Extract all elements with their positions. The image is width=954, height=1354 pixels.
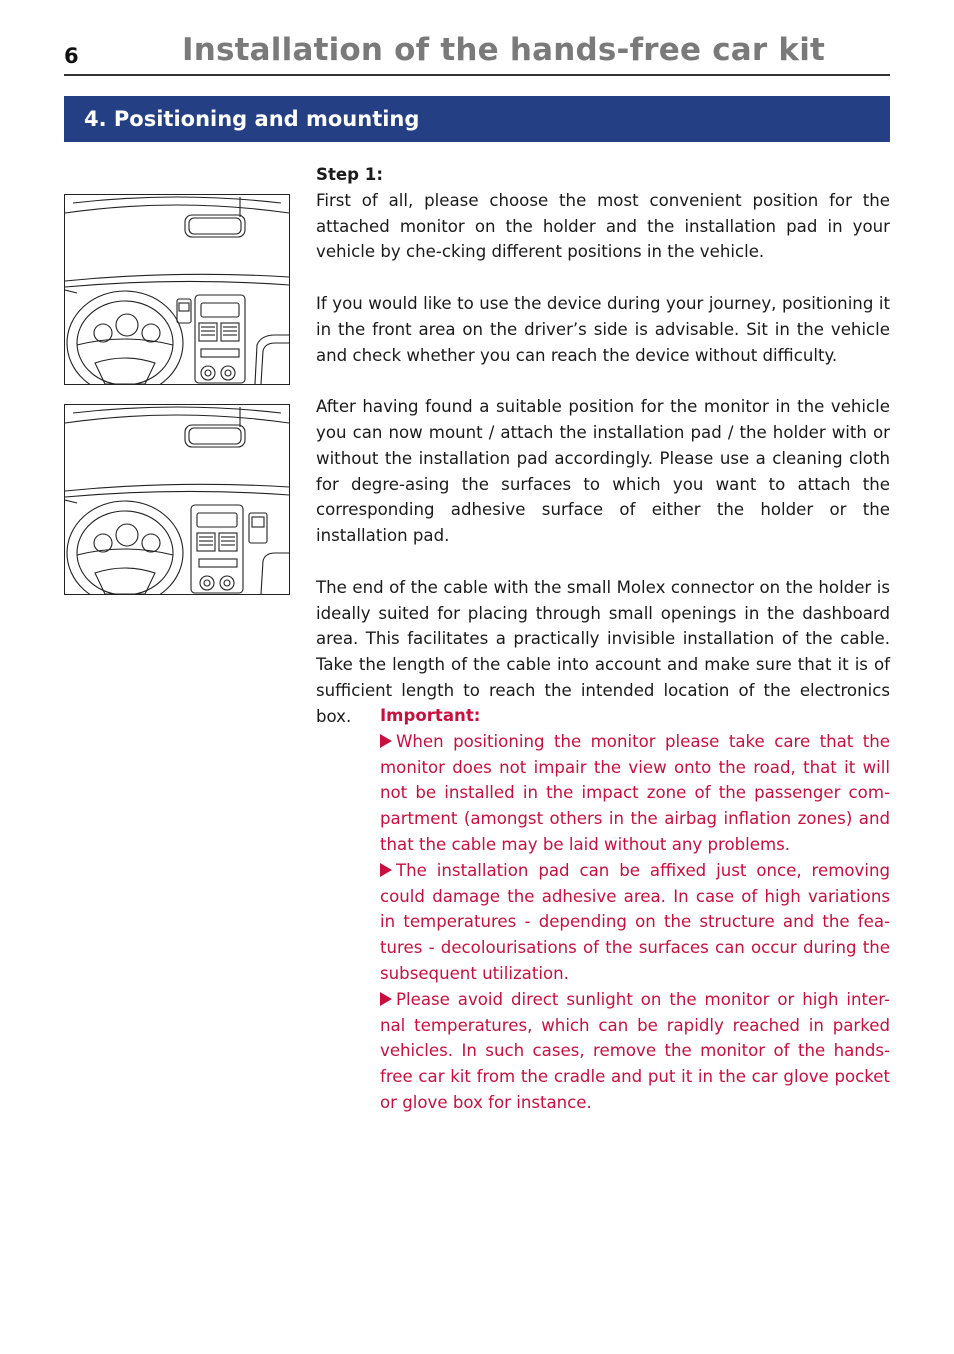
body-paragraph: The end of the cable with the small Molex connector on the holder is ideally suited for placing through small openings in the dashboard area. This facilitates a practically invisible installation of the cable. Take the length of the cable into account and make sure that it is of sufficient length to reach the intended location of the electronics box. [316,577,890,726]
dashboard-illustration-monitor-left-icon [65,195,289,384]
triangle-bullet-icon [380,734,392,748]
page-title: Installation of the hands-free car kit [182,32,826,68]
page-header [64,30,890,76]
step-label: Step 1: [316,165,383,184]
body-paragraph: After having found a suitable position for the monitor in the vehicle you can now mount / attach the installation pad / the holder with or without the installation pad accordingly. Please use a cleaning cloth for degre-asing the surfaces to which you want to attach the corresponding adhesive surface of either the holder or the installation pad. [316,397,890,546]
page-number: 6 [64,44,79,68]
body-paragraph: If you would like to use the device during your journey, positioning it in the front area on the driver’s side is advisable. Sit in the vehicle and check whether you can reach the device without difficulty. [316,293,890,365]
important-item-text: Please avoid direct sunlight on the monitor or high inter-nal temperatures, which can be rapidly reached in parked vehicles. In such cases, remove the monitor of the hands-free car kit from the cradle and put it in the car glove pocket or glove box for instance. [380,989,890,1112]
important-item [380,729,890,858]
section-title: 4. Positioning and mounting [84,107,420,131]
triangle-bullet-icon [380,863,392,877]
important-notice [380,703,890,1116]
dashboard-illustration-1 [64,194,290,385]
section-heading-bar [64,96,890,142]
important-item-text: The installation pad can be affixed just once, removing could damage the adhesive area. In case of high variations in temperatures - depending on the structure and the fea-tures - decolourisations of the surfaces can occur during the subsequent utilization. [380,860,890,983]
dashboard-illustration-monitor-right-icon [65,405,289,594]
important-label: Important: [380,706,481,725]
important-item [380,987,890,1116]
important-item [380,858,890,987]
body-paragraph: First of all, please choose the most convenient position for the attached monitor on the holder and the installation pad in your vehicle by che-cking different positions in the vehicle. [316,190,890,262]
triangle-bullet-icon [380,992,392,1006]
important-item-text: When positioning the monitor please take care that the monitor does not impair the view onto the road, that it will not be installed in the impact zone of the passenger com-partment (amongst others in the airbag inflation zones) and that the cable may be laid without any problems. [380,731,890,854]
dashboard-illustration-2 [64,404,290,595]
instructions-body [316,162,890,755]
